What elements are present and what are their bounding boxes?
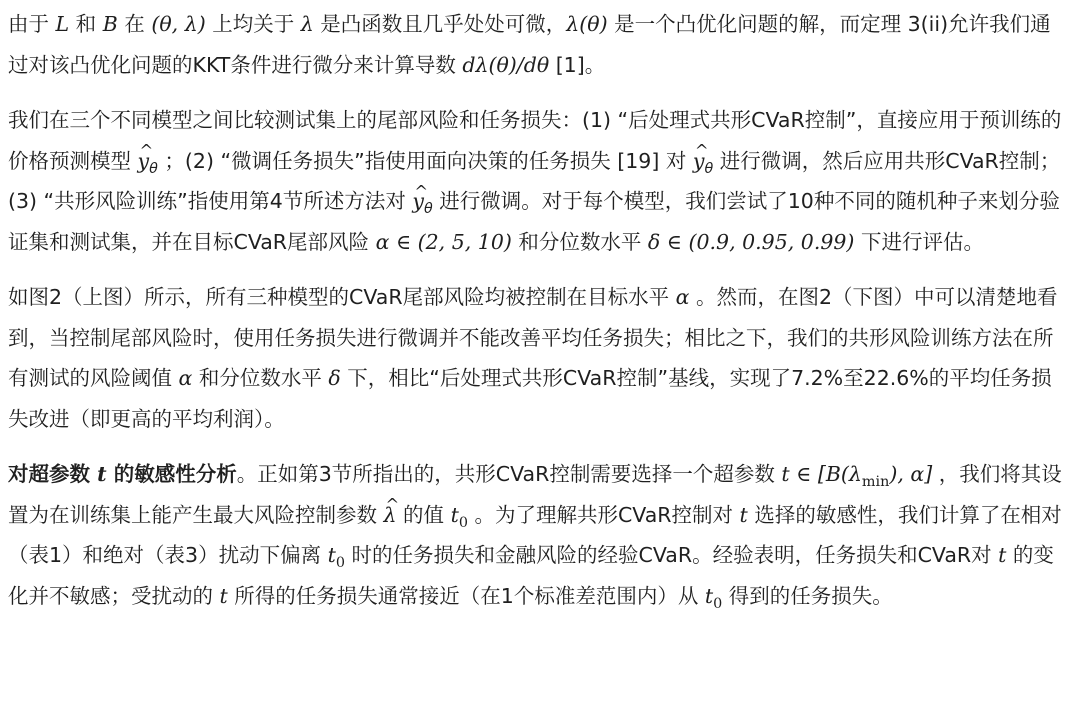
- math-alpha-set: α ∈ (2, 5, 10): [375, 229, 512, 254]
- math-subscript-min: min: [861, 474, 890, 491]
- text-span: 是一个凸优化问题的解，而定理 3(ii)允许我们通过对该凸优化问题的KKT条件进行微分来计算导数: [8, 12, 1051, 77]
- math-t: t: [998, 543, 1007, 567]
- math-alpha: α: [675, 285, 690, 309]
- math-derivative: dλ(θ)/dθ: [462, 52, 550, 77]
- text-span: ；(2) “微调任务损失”指使用面向决策的任务损失 [19] 对: [157, 148, 693, 173]
- text-span: 和分位数水平: [511, 229, 648, 254]
- math-subscript-zero: 0: [335, 555, 345, 572]
- math-subscript-theta: θ: [423, 201, 433, 218]
- math-lambda-theta: λ(θ): [566, 12, 608, 36]
- text-span: 进行微调。对于每个模型，我们尝试了10种不同的随机种子来划分验证集和测试集，并在目标CVaR尾部风险: [8, 189, 1060, 254]
- text-span: 下进行评估。: [854, 229, 984, 254]
- paragraph-results: [8, 277, 1070, 439]
- math-t0: t: [704, 583, 714, 608]
- math-alpha: α: [178, 366, 193, 390]
- text-span: 的值: [396, 502, 451, 527]
- section-heading-text: 的敏感性分析: [106, 462, 237, 486]
- text-span: 的变化并不敏感；受扰动的: [8, 543, 1054, 608]
- text-span: 时的任务损失和金融风险的经验CVaR。经验表明，任务损失和CVaR对: [345, 543, 999, 567]
- text-span: 选择的敏感性，我们计算了在相对（表1）和绝对（表3）扰动下偏离: [8, 502, 1062, 567]
- math-t: t: [219, 583, 228, 608]
- math-t: t: [97, 462, 107, 486]
- text-span: 上均关于: [205, 12, 301, 36]
- text-span: 。然而，在图2（下图）中可以清楚地看到，当控制尾部风险时，使用任务损失进行微调并不能改善平均任务损失；相比之下，我们的共形风险训练方法在所有测试的风险阈值: [8, 285, 1058, 390]
- math-t-range: t ∈ [B(λ: [781, 462, 862, 486]
- math-t0: t: [450, 502, 459, 527]
- math-delta-set: δ ∈ (0.9, 0.95, 0.99): [647, 229, 855, 254]
- math-L: L: [55, 12, 70, 36]
- math-t-range-end: ), α]: [889, 462, 933, 486]
- text-span: 和分位数水平: [192, 366, 329, 390]
- math-t: t: [739, 502, 748, 527]
- text-span: 在: [117, 12, 152, 36]
- math-subscript-theta: θ: [149, 160, 158, 177]
- text-span: 我们在三个不同模型之间比较测试集上的尾部风险和任务损失：(1) “后处理式共形CVaR控制”，直接应用于预训练的价格预测模型: [8, 108, 1062, 173]
- math-y-hat: ^ y: [412, 181, 424, 222]
- math-y-hat: ^ y: [138, 141, 150, 182]
- math-subscript-zero: 0: [713, 595, 723, 612]
- math-subscript-zero: 0: [458, 514, 468, 531]
- section-heading-text: 对超参数: [8, 462, 98, 486]
- math-lambda: λ: [300, 12, 314, 36]
- citation-text: [1]。: [549, 52, 606, 77]
- paragraph-model-comparison: [8, 100, 1070, 262]
- text-span: 。为了理解共形CVaR控制对: [467, 502, 740, 527]
- text-span: 。正如第3节所指出的，共形CVaR控制需要选择一个超参数: [236, 462, 782, 486]
- text-span: ，我们将其设置为在训练集上能产生最大风险控制参数: [8, 462, 1062, 527]
- math-y-hat: ^ y: [693, 141, 705, 182]
- text-span: 得到的任务损失。: [722, 583, 893, 608]
- math-delta: δ: [328, 366, 341, 390]
- text-span: 下，相比“后处理式共形CVaR控制”基线，实现了7.2%至22.6%的平均任务损失改进（即更高的平均利润）。: [8, 366, 1052, 431]
- text-span: 和: [69, 12, 103, 36]
- paragraph-sensitivity-analysis: [8, 454, 1070, 616]
- math-B: B: [102, 12, 118, 36]
- text-span: 进行微调，然后应用共形CVaR控制；(3) “共形风险训练”指使用第4节所述方法对: [8, 148, 1061, 213]
- text-span: 如图2（上图）所示，所有三种模型的CVaR尾部风险均被控制在目标水平: [8, 285, 676, 309]
- math-theta-lambda: (θ, λ): [151, 12, 206, 36]
- paragraph-kkt-derivative: [8, 4, 1070, 85]
- math-t0: t: [327, 543, 336, 567]
- text-span: 是凸函数且几乎处处可微，: [313, 12, 567, 36]
- math-subscript-theta: θ: [704, 160, 714, 177]
- math-lambda-hat: ^ λ: [384, 495, 397, 536]
- text-span: 所得的任务损失通常接近（在1个标准差范围内）从: [227, 583, 705, 608]
- text-span: 由于: [8, 12, 56, 36]
